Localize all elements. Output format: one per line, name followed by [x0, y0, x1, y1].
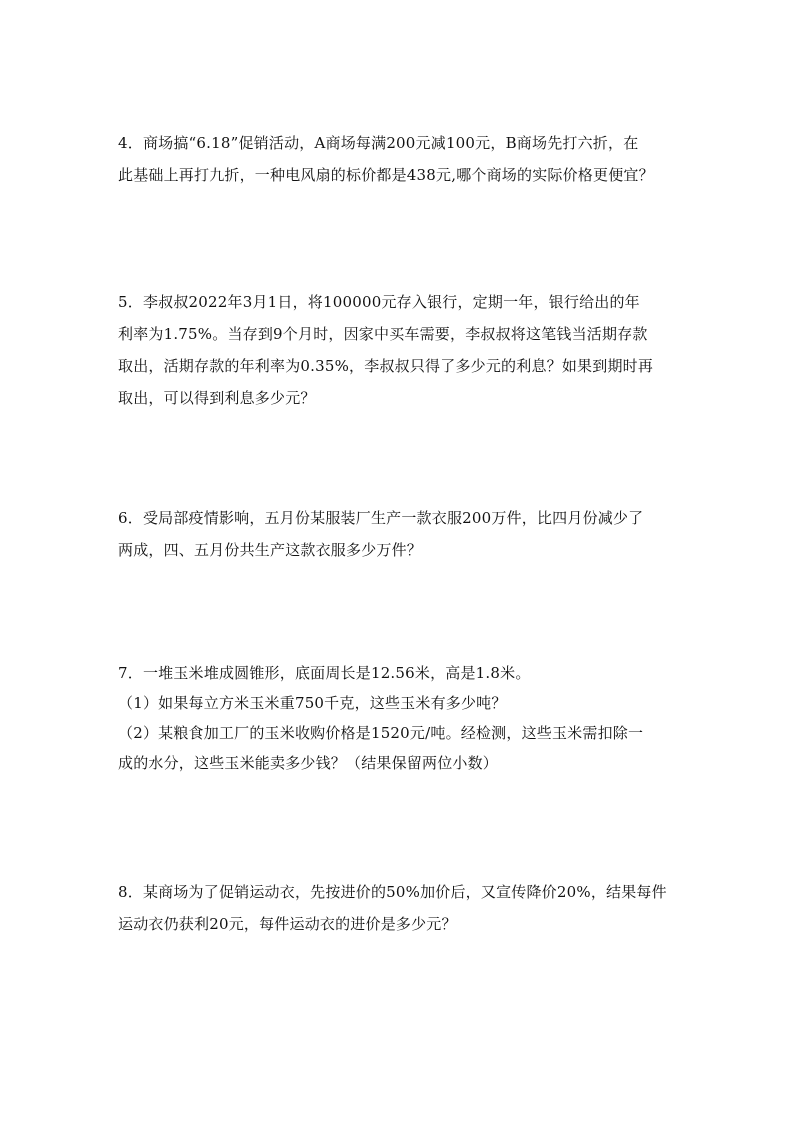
problem-8-line-2: 运动衣仍获利20元，每件运动衣的进价是多少元？	[118, 915, 457, 933]
problem-5-line-4: 取出，可以得到利息多少元？	[118, 389, 316, 407]
problem-4-line-2: 此基础上再打九折，一种电风扇的标价都是438元,哪个商场的实际价格更便宜？	[118, 166, 654, 184]
problem-7	[118, 659, 678, 777]
problem-6	[118, 504, 678, 564]
problem-6-line-2: 两成，四、五月份共生产这款衣服多少万件？	[118, 541, 423, 559]
problem-5	[118, 288, 678, 412]
problem-5-line-1: 5．李叔叔2022年3月1日，将100000元存入银行，定期一年，银行给出的年	[118, 293, 640, 311]
problem-5-line-3: 取出，活期存款的年利率为0.35%，李叔叔只得了多少元的利息？如果到期时再	[118, 357, 654, 375]
problem-5-line-2: 利率为1.75%。当存到9个月时，因家中买车需要，李叔叔将这笔钱当活期存款	[118, 325, 648, 343]
problem-8	[118, 878, 678, 938]
problem-7-line-3: （2）某粮食加工厂的玉米收购价格是1520元/吨。经检测，这些玉米需扣除一	[118, 724, 644, 742]
problem-7-line-2: （1）如果每立方米玉米重750千克，这些玉米有多少吨？	[118, 694, 507, 712]
problem-6-line-1: 6．受局部疫情影响，五月份某服装厂生产一款衣服200万件，比四月份减少了	[118, 509, 644, 527]
problem-7-line-4: 成的水分，这些玉米能卖多少钱？（结果保留两位小数）	[118, 754, 499, 772]
problem-4	[118, 129, 678, 189]
problem-7-line-1: 7．一堆玉米堆成圆锥形，底面周长是12.56米，高是1.8米。	[118, 664, 531, 682]
problem-4-line-1: 4．商场搞“6.18”促销活动，A商场每满200元减100元，B商场先打六折，在	[118, 134, 639, 152]
problem-8-line-1: 8．某商场为了促销运动衣，先按进价的50%加价后，又宣传降价20%，结果每件	[118, 883, 667, 901]
